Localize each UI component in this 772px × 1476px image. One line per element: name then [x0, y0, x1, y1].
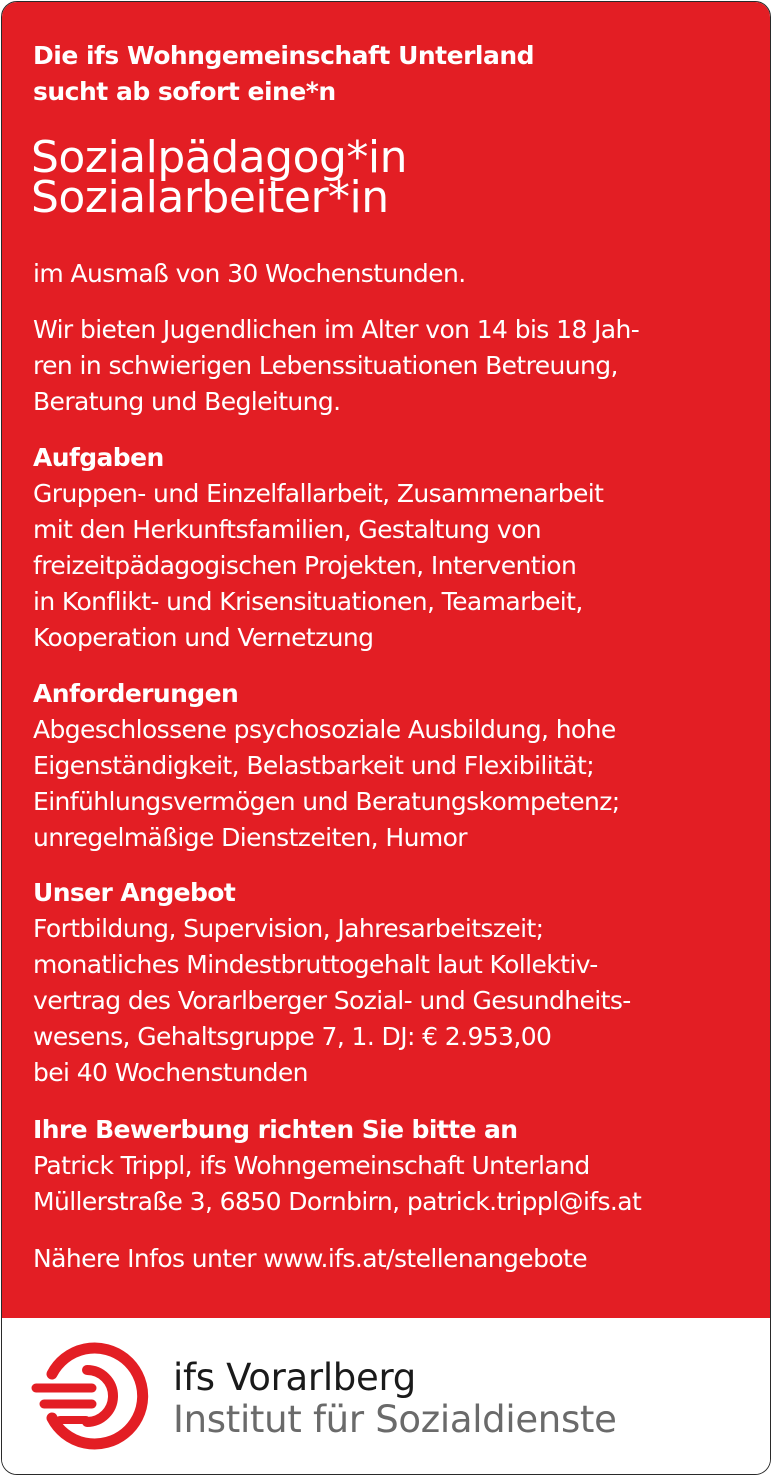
section-line: Eigenständigkeit, Belastbarkeit und Flexibilität;: [33, 751, 595, 780]
ad-content-panel: [2, 2, 770, 1318]
ifs-logo-icon: [30, 1336, 165, 1456]
section-line: Einfühlungsvermögen und Beratungskompetenz;: [33, 787, 620, 816]
section-line: in Konflikt- und Krisensituationen, Teamarbeit,: [33, 587, 583, 616]
section-anforderungen: [33, 676, 620, 856]
section-line: bei 40 Wochenstunden: [33, 1058, 308, 1087]
section-line: Gruppen- und Einzelfallarbeit, Zusammenarbeit: [33, 479, 604, 508]
intro-text: [33, 38, 534, 110]
job-title: [31, 132, 408, 223]
section-aufgaben: [33, 440, 603, 656]
description-line: Wir bieten Jugendlichen im Alter von 14 bis 18 Jah-: [33, 315, 640, 344]
brand-name: ifs Vorarlberg: [173, 1356, 416, 1399]
section-line: Abgeschlossene psychosoziale Ausbildung, hohe: [33, 715, 616, 744]
section-line: mit den Herkunftsfamilien, Gestaltung von: [33, 515, 542, 544]
section-line: unregelmäßige Dienstzeiten, Humor: [33, 823, 467, 852]
section-heading: Ihre Bewerbung richten Sie bitte an: [33, 1115, 518, 1144]
description-text: [33, 312, 639, 420]
section-line: freizeitpädagogischen Projekten, Intervention: [33, 551, 577, 580]
more-info-link[interactable]: Nähere Infos unter www.ifs.at/stellenangebote: [33, 1244, 588, 1273]
contact-line: Patrick Trippl, ifs Wohngemeinschaft Unterland: [33, 1151, 590, 1180]
brand-footer: [2, 1318, 770, 1474]
section-line: vertrag des Vorarlberger Sozial- und Gesundheits-: [33, 986, 631, 1015]
intro-line: sucht ab sofort eine*n: [33, 77, 336, 106]
hours-text: im Ausmaß von 30 Wochenstunden.: [33, 259, 466, 288]
section-bewerbung: [33, 1112, 641, 1220]
intro-line: Die ifs Wohngemeinschaft Unterland: [33, 41, 535, 70]
contact-address-email[interactable]: Müllerstraße 3, 6850 Dornbirn, patrick.trippl@ifs.at: [33, 1187, 642, 1216]
job-title-line: Sozialarbeiter*in: [31, 172, 389, 223]
description-line: ren in schwierigen Lebenssituationen Betreuung,: [33, 351, 618, 380]
section-angebot: [33, 875, 631, 1091]
section-line: Kooperation und Vernetzung: [33, 623, 374, 652]
section-line: wesens, Gehaltsgruppe 7, 1. DJ: € 2.953,00: [33, 1022, 552, 1051]
description-line: Beratung und Begleitung.: [33, 387, 341, 416]
section-line: monatliches Mindestbruttogehalt laut Kollektiv-: [33, 950, 598, 979]
job-ad-card: [1, 1, 771, 1475]
section-line: Fortbildung, Supervision, Jahresarbeitszeit;: [33, 914, 544, 943]
section-heading: Anforderungen: [33, 679, 239, 708]
section-heading: Unser Angebot: [33, 878, 236, 907]
job-title-line: Sozialpädagog*in: [31, 132, 408, 183]
brand-subtitle: Institut für Sozialdienste: [173, 1398, 617, 1441]
section-heading: Aufgaben: [33, 443, 164, 472]
